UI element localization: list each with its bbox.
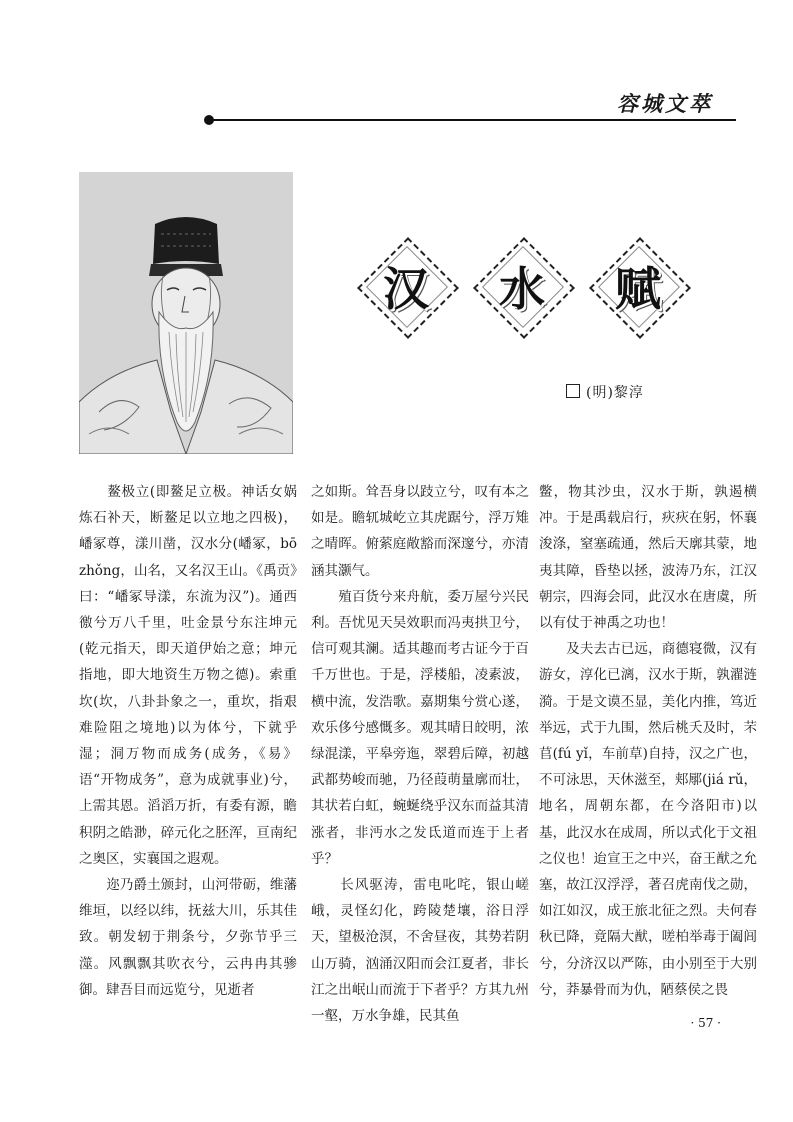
text-column-1: 鳌极立(即鳌足立极。神话女娲炼石补天，断鳌足以立地之四极)，嶓冢尊，漾川凿，汉水分(嶓冢，bō zhǒng，山名，又名汉王山。《禹贡》曰：“嶓冢导漾，东流为汉”)。通西徼兮万八千里，吐金景兮东注坤元(乾元指天，即天道伊始之意；坤元指地，即大地资生万物之德)。索重坎(坎，八卦卦象之一，重坎，指艰难险阻之境地)以为体兮，下就乎湿；洞万物而成务(成务，《易》语“开物成务”，意为成就事业)兮，上需其恩。滔滔万折，有委有源，瞻积阴之皓渺，碎元化之胚浑，亘南纪之奥区，实襄国之遐观。 迩乃爵土颁封，山河带砺，维藩维垣，以经以纬，抚兹大川，乐其佳致。朝发轫于荆条兮，夕弥节乎三澨。风飘飘其吹衣兮，云冉冉其骖御。肆吾目而远览兮，见逝者	[79, 484, 297, 998]
portrait-image	[79, 172, 293, 454]
title-glyph: 水	[499, 262, 545, 316]
section-title: 容城文萃	[617, 92, 713, 116]
title-glyph: 赋	[615, 262, 661, 316]
square-icon	[566, 384, 580, 398]
title-char-1	[358, 238, 454, 334]
article-title	[358, 238, 698, 348]
text-column-3: 鳖，物其沙虫，汉水于斯，孰遏横冲。于是禹载启行，疢疢在躬，怀襄浚涤，窒塞疏通，然后天廓其蒙，地夷其障，昏垫以拯，波涛乃东，江汉朝宗，四海会同，此汉水在唐虞，所以有仗于神禹之功也！ 及夫去古已远，商德寝微，汉有游女，淳化已漓，汉水于斯，孰濯涟漪。于是文谟丕显，美化内推，笃近举远，式于九围，然后桃夭及时，芣苢(fú yǐ，车前草)自持，汉之广也，不可泳思，天休滋至，郏鄏(jiá rǔ，地名，周朝东都，在今洛阳市)以基，此汉水在成周，所以式化于文祖之仪也！迨宣王之中兴，奋王猷之允塞，故江汉浮浮，著召虎南伐之勋，如江如汉，成王旅北征之烈。夫何春秋已降，竟隔大猷，嗟柏举毒于阖闾兮，分济汉以严陈，由小别至于大别兮，莽暴骨而为仇，陋蔡侯之畏	[539, 484, 757, 998]
author-byline	[566, 382, 644, 402]
page-number: · 57 ·	[690, 1016, 721, 1030]
title-char-3	[590, 238, 686, 334]
text-column-2: 之如斯。耸吾身以跂立兮，叹有本之如是。瞻𫐄城屹立其虎踞兮，浮万雉之晴晖。俯萦庭敞豁而深邃兮，亦清涵其灏气。 殖百货兮来舟航，委万屋兮兴民利。吾忧见天吴效职而冯夷拱卫兮，信可观其澜。适其趣而考古证今于百千万世也。于是，浮楼船，凌素波，横中流，发浩歌。嘉期集兮赏心遂，欢乐侈兮感慨多。观其晴日皎明，浓绿混漾，平皋旁迤，翠碧后障，初越武都势峻而驰，乃径葭萌量廓而壮，其状若白虹，蜿蜒绕乎汉东而益其清涨者，非沔水之发氐道而连于上者乎？ 长风驱涛，雷电叱咤，银山嵯峨，灵怪幻化，跨陵楚壤，浴日浮天，望极沧溟，不舍昼夜，其势若阴山万骑，汹涌汉阳而会江夏者，非长江之出岷山而流于下者乎？方其九州一壑，万水争雄，民其鱼	[311, 484, 529, 1025]
header-rule	[210, 119, 736, 121]
author-name: (明)黎淳	[586, 385, 644, 401]
title-char-2	[474, 238, 570, 334]
title-glyph: 汉	[383, 262, 429, 316]
